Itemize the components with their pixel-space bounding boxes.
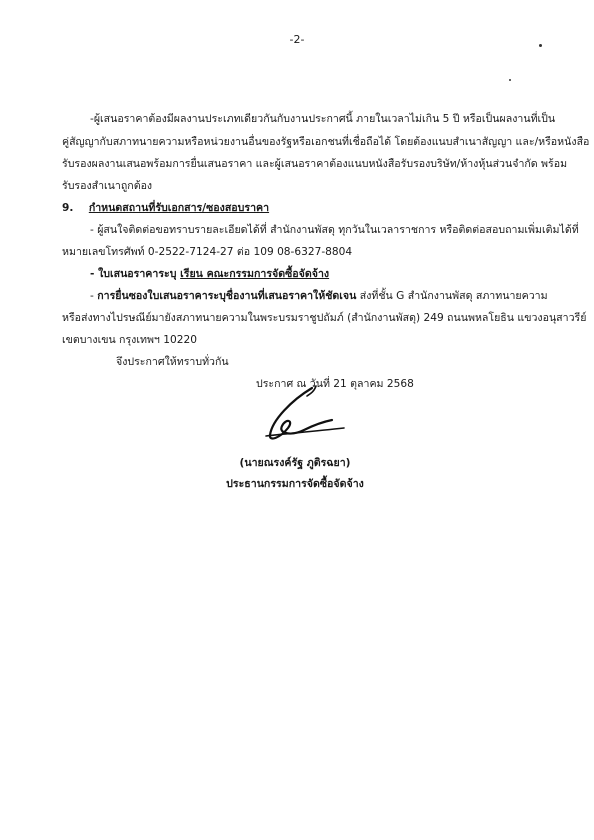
- scan-speck: [509, 79, 511, 81]
- experience-requirement-line-4: รับรองสำเนาถูกต้อง: [62, 180, 153, 192]
- contact-line-1: - ผู้สนใจติดต่อขอทราบรายละเอียดได้ที่ สำนักงานพัสดุ ทุกวันในเวลาราชการ หรือติดต่อสอบถามเพิ่มเติมได้ที่: [90, 224, 579, 236]
- submission-dash: -: [90, 290, 98, 302]
- announcement-date: ประกาศ ณ วันที่ 21 ตุลาคม 2568: [256, 378, 414, 390]
- submission-line-1: [90, 289, 548, 303]
- address-recipient: เรียน คณะกรรมการจัดซื้อจัดจ้าง: [180, 268, 330, 280]
- closing-statement: จึงประกาศให้ทราบทั่วกัน: [116, 356, 229, 368]
- submission-line-2: หรือส่งทางไปรษณีย์มายังสภาทนายความในพระบรมราชูปถัมภ์ (สำนักงานพัสดุ) 249 ถนนพหลโยธิน แขวงอนุสาวรีย์: [62, 312, 587, 324]
- experience-requirement-line-1: -ผู้เสนอราคาต้องมีผลงานประเภทเดียวกันกับงานประกาศนี้ ภายในเวลาไม่เกิน 5 ปี หรือเป็นผลงานที่เป็น: [90, 113, 556, 125]
- address-prefix: - ใบเสนอราคาระบุ: [90, 268, 181, 280]
- handwritten-signature: [252, 380, 347, 450]
- section-9-heading: [62, 201, 269, 215]
- signer-title: ประธานกรรมการจัดซื้อจัดจ้าง: [226, 478, 364, 490]
- contact-line-2: หมายเลขโทรศัพท์ 0-2522-7124-27 ต่อ 109 08-6327-8804: [62, 246, 353, 258]
- submission-line-3: เขตบางเขน กรุงเทพฯ 10220: [62, 334, 197, 346]
- submission-instruction: การยื่นซองใบเสนอราคาระบุชื่องานที่เสนอราคาให้ชัดเจน: [97, 290, 357, 302]
- experience-requirement-line-2: คู่สัญญากับสภาทนายความหรือหน่วยงานอื่นของรัฐหรือเอกชนที่เชื่อถือได้ โดยต้องแนบสำเนาสัญญา และ/หรือหนังสือ: [62, 136, 590, 148]
- submission-location: ส่งที่ชั้น G สำนักงานพัสดุ สภาทนายความ: [356, 290, 548, 302]
- signer-name: (นายณรงค์รัฐ ภูติรฉยา): [239, 457, 351, 469]
- experience-requirement-line-3: รับรองผลงานเสนอพร้อมการยื่นเสนอราคา และผู้เสนอราคาต้องแนบหนังสือรับรองบริษัท/ห้างหุ้นส่วนจำกัด พร้อม: [62, 158, 568, 170]
- scan-speck: [539, 44, 542, 47]
- section-9-title: กำหนดสถานที่รับเอกสาร/ซองสอบราคา: [88, 202, 270, 214]
- address-line: [90, 267, 329, 281]
- section-9-number: 9.: [62, 202, 74, 214]
- page-number: -2-: [289, 33, 305, 46]
